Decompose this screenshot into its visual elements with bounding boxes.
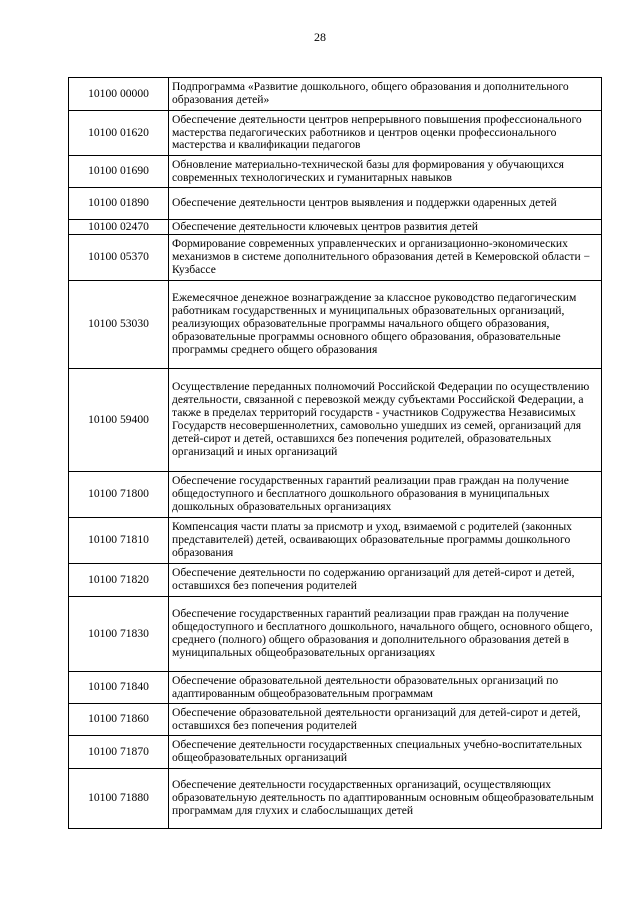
table-row: [69, 235, 602, 281]
row-code: 10100 02470: [69, 220, 169, 235]
row-code: 10100 71860: [69, 704, 169, 736]
table-row: [69, 597, 602, 672]
row-description: Обеспечение деятельности по содержанию организаций для детей-сирот и детей, оставшихся без попечения родителей: [169, 564, 602, 597]
row-description: Обновление материально-технической базы для формирования у обучающихся современных технологических и гуманитарных навыков: [169, 156, 602, 188]
table-row: [69, 472, 602, 518]
table-row: [69, 188, 602, 220]
row-code: 10100 71810: [69, 518, 169, 564]
row-code: 10100 00000: [69, 78, 169, 111]
row-description: Обеспечение деятельности центров выявления и поддержки одаренных детей: [169, 188, 602, 220]
table-row: [69, 769, 602, 829]
table-row: [69, 78, 602, 111]
row-description: Обеспечение образовательной деятельности образовательных организаций по адаптированным общеобразовательным программам: [169, 672, 602, 704]
table-row: [69, 736, 602, 769]
row-description: Подпрограмма «Развитие дошкольного, общего образования и дополнительного образования детей»: [169, 78, 602, 111]
row-code: 10100 71840: [69, 672, 169, 704]
row-code: 10100 71800: [69, 472, 169, 518]
page-number: 28: [314, 30, 326, 44]
budget-classification-table: [68, 77, 602, 829]
row-code: 10100 01890: [69, 188, 169, 220]
row-code: 10100 59400: [69, 369, 169, 472]
row-description: Обеспечение деятельности государственных специальных учебно-воспитательных общеобразовательных организаций: [169, 736, 602, 769]
row-code: 10100 05370: [69, 235, 169, 281]
row-description: Обеспечение деятельности ключевых центров развития детей: [169, 220, 602, 235]
row-description: Формирование современных управленческих и организационно-экономических механизмов в системе дополнительного образования детей в Кемеровской области − Кузбассе: [169, 235, 602, 281]
row-code: 10100 01690: [69, 156, 169, 188]
row-code: 10100 71830: [69, 597, 169, 672]
row-description: Компенсация части платы за присмотр и уход, взимаемой с родителей (законных представителей) детей, осваивающих образовательные программы дошкольного образования: [169, 518, 602, 564]
row-code: 10100 01620: [69, 111, 169, 156]
table-row: [69, 518, 602, 564]
row-code: 10100 71870: [69, 736, 169, 769]
row-code: 10100 71820: [69, 564, 169, 597]
row-description: Обеспечение деятельности государственных организаций, осуществляющих образовательную деятельность по адаптированным основным общеобразовательным программам для глухих и слабослышащих детей: [169, 769, 602, 829]
table-row: [69, 704, 602, 736]
row-description: Ежемесячное денежное вознаграждение за классное руководство педагогическим работникам государственных и муниципальных образовательных организаций, реализующих образовательные программы начального общего образования, образовательные программы основного общего образования, образовательные программы среднего общего образования: [169, 281, 602, 369]
row-code: 10100 71880: [69, 769, 169, 829]
table-row: [69, 672, 602, 704]
table-row: [69, 564, 602, 597]
table-row: [69, 281, 602, 369]
row-description: Обеспечение деятельности центров непрерывного повышения профессионального мастерства педагогических работников и центров оценки профессионального мастерства и квалификации педагогов: [169, 111, 602, 156]
row-description: Обеспечение образовательной деятельности организаций для детей-сирот и детей, оставшихся без попечения родителей: [169, 704, 602, 736]
row-description: Обеспечение государственных гарантий реализации прав граждан на получение общедоступного и бесплатного дошкольного, начального общего, основного общего, среднего (полного) общего образования и дополнительного образования детей в муниципальных общеобразовательных организациях: [169, 597, 602, 672]
row-code: 10100 53030: [69, 281, 169, 369]
row-description: Обеспечение государственных гарантий реализации прав граждан на получение общедоступного и бесплатного дошкольного образования в муниципальных дошкольных образовательных организациях: [169, 472, 602, 518]
table-row: [69, 111, 602, 156]
table-row: [69, 156, 602, 188]
row-description: Осуществление переданных полномочий Российской Федерации по осуществлению деятельности, связанной с перевозкой между субъектами Российской Федерации, а также в пределах территорий государств - участников Содружества Независимых Государств несовершеннолетних, самовольно ушедших из семей, организаций для детей-сирот и детей, оставшихся без попечения родителей, образовательных организаций и иных организаций: [169, 369, 602, 472]
table-row: [69, 220, 602, 235]
table-row: [69, 369, 602, 472]
